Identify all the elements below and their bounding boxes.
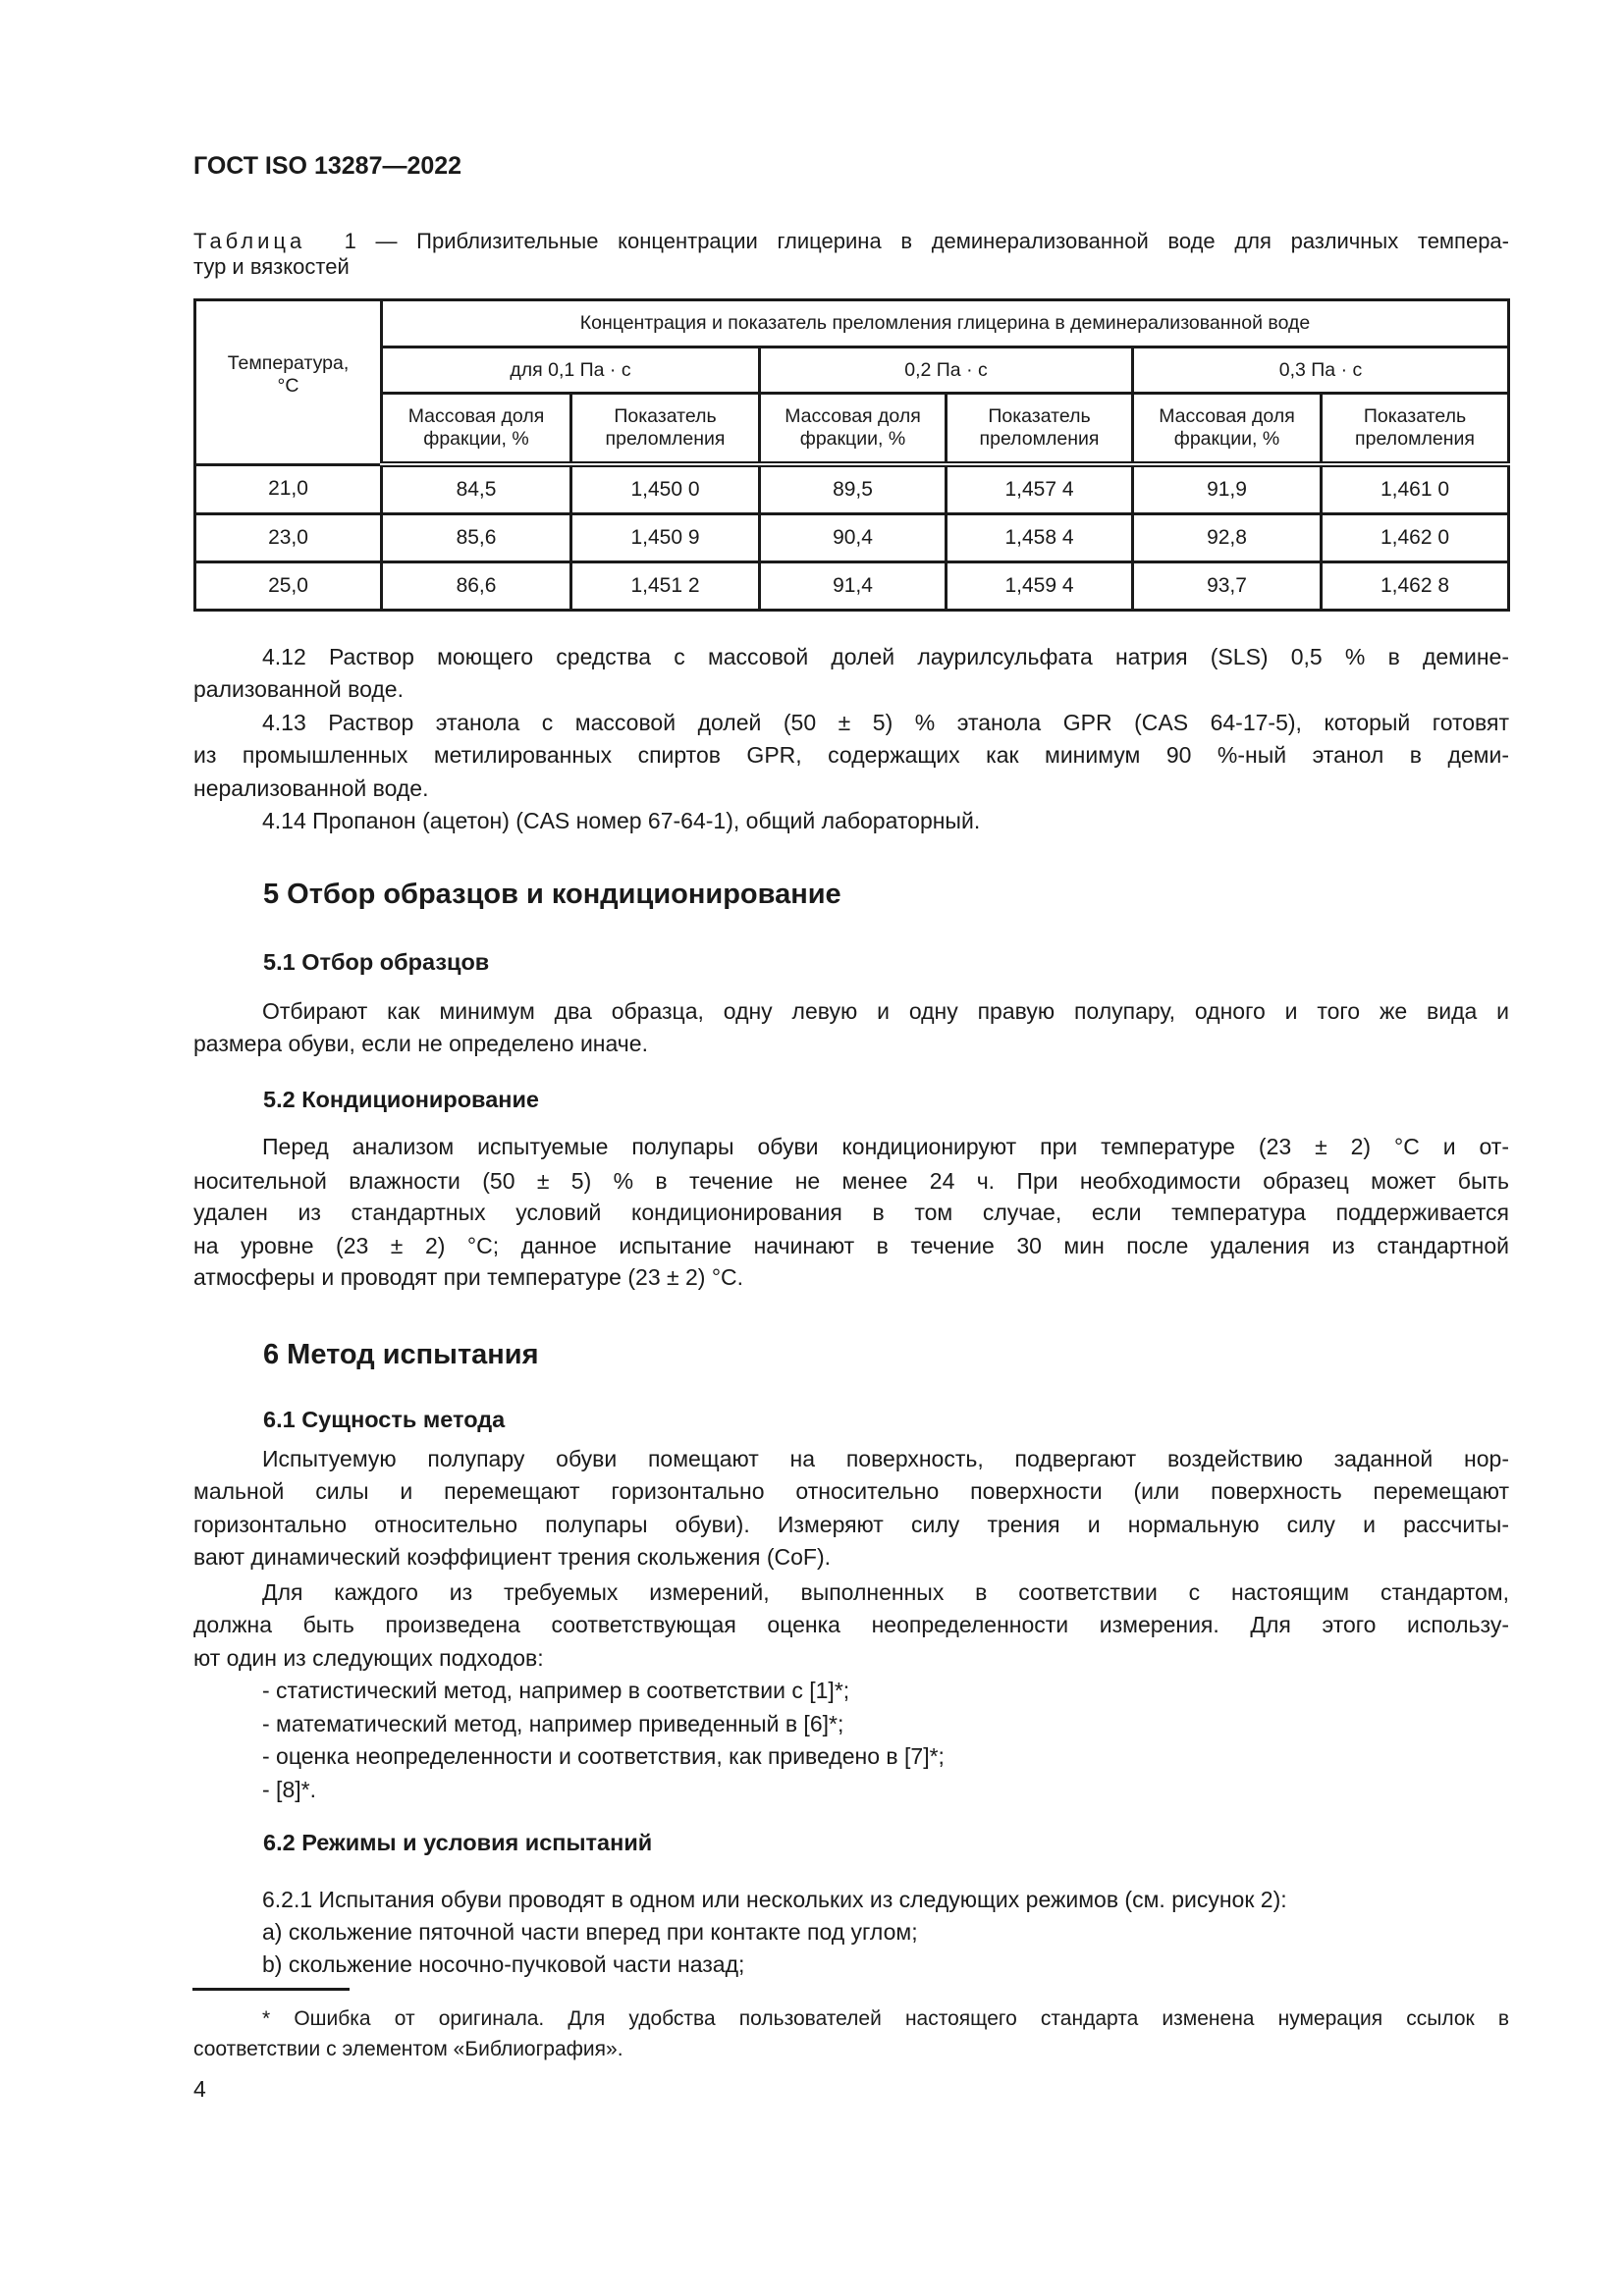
header-group: Концентрация и показатель преломления глицерина в деминерализованной воде — [382, 300, 1509, 347]
header-temperature-label: Температура, — [227, 352, 350, 374]
section-5-2-title: 5.2 Кондиционирование — [263, 1087, 539, 1112]
header-refractive-index: Показатель преломления — [1322, 394, 1509, 465]
table-caption-line1 — [193, 228, 1509, 255]
section-6-2-1: 6.2.1 Испытания обуви проводят в одном или нескольких из следующих режимов (см. рисунок 2): — [262, 1887, 1287, 1912]
list-item: - математический метод, например приведенный в [6]*; — [262, 1711, 844, 1736]
header-temperature-unit: °C — [277, 375, 299, 397]
list-item: - статистический метод, например в соответствии с [1]*; — [262, 1678, 850, 1703]
table-caption-label: Таблица — [193, 229, 306, 253]
list-item: - [8]*. — [262, 1777, 316, 1802]
section-6-1-p2-line1: Для каждого из требуемых измерений, выполненных в соответствии с настоящим стандартом, — [262, 1579, 1509, 1605]
cell: 91,9 — [1133, 464, 1322, 514]
cell: 1,457 4 — [947, 464, 1133, 514]
cell: 1,451 2 — [571, 562, 760, 611]
table-row — [195, 514, 1509, 562]
header-viscosity-03: 0,3 Па · с — [1133, 347, 1509, 394]
cell-temperature: 25,0 — [195, 562, 382, 611]
header-viscosity-02: 0,2 Па · с — [760, 347, 1133, 394]
section-5-1-title: 5.1 Отбор образцов — [263, 949, 490, 975]
section-5-2-text-line1: Перед анализом испытуемые полупары обуви кондиционируют при температуре (23 ± 2) °C и от- — [262, 1134, 1509, 1159]
cell: 93,7 — [1133, 562, 1322, 611]
cell: 92,8 — [1133, 514, 1322, 562]
table-caption-text: 1 — Приблизительные концентрации глицерина в деминерализованной воде для различных темпера- — [344, 229, 1509, 253]
page-number: 4 — [193, 2076, 206, 2102]
header-mass-fraction: Массовая доля фракции, % — [760, 394, 947, 465]
header-refractive-index: Показатель преломления — [571, 394, 760, 465]
section-6-2-1-item-a: a) скольжение пяточной части вперед при контакте под углом; — [262, 1919, 918, 1945]
header-mass-fraction: Массовая доля фракции, % — [1133, 394, 1322, 465]
clause-4-14: 4.14 Пропанон (ацетон) (CAS номер 67-64-1), общий лабораторный. — [262, 808, 981, 833]
cell: 1,450 0 — [571, 464, 760, 514]
table-row — [195, 562, 1509, 611]
header-temperature — [195, 300, 382, 465]
list-item: - оценка неопределенности и соответствия, как приведено в [7]*; — [262, 1743, 945, 1769]
header-refractive-index: Показатель преломления — [947, 394, 1133, 465]
section-5-2-text-line2: носительной влажности (50 ± 5) % в течение не менее 24 ч. При необходимости образец может быть — [193, 1168, 1509, 1194]
footnote-line2: соответствии с элементом «Библиография». — [193, 2038, 623, 2060]
glycerin-table — [193, 298, 1510, 612]
section-6-1-p1-line2: мальной силы и перемещают горизонтально относительно поверхности (или поверхность перемещают — [193, 1478, 1509, 1504]
section-6-1-p1-line1: Испытуемую полупару обуви помещают на поверхность, подвергают воздействию заданной нор- — [262, 1446, 1509, 1471]
section-5-1-text-line1: Отбирают как минимум два образца, одну левую и одну правую полупару, одного и того же вида и — [262, 998, 1509, 1024]
section-5-2-text-line5: атмосферы и проводят при температуре (23 ± 2) °C. — [193, 1264, 744, 1290]
section-6-1-p2-line3: ют один из следующих подходов: — [193, 1645, 544, 1671]
section-6-title: 6 Метод испытания — [263, 1339, 539, 1370]
footnote-line1: * Ошибка от оригинала. Для удобства пользователей настоящего стандарта изменена нумерация ссылок в — [262, 2007, 1509, 2030]
table-caption-line2: тур и вязкостей — [193, 254, 350, 279]
cell: 84,5 — [382, 464, 571, 514]
header-mass-fraction: Массовая доля фракции, % — [382, 394, 571, 465]
cell: 1,459 4 — [947, 562, 1133, 611]
clause-4-12-line1: 4.12 Раствор моющего средства с массовой долей лаурилсульфата натрия (SLS) 0,5 % в демине- — [262, 644, 1509, 669]
section-6-1-p1-line4: вают динамический коэффициент трения скольжения (CoF). — [193, 1544, 831, 1570]
doc-header-code: ГОСТ ISO 13287—2022 — [193, 152, 462, 180]
cell: 1,462 0 — [1322, 514, 1509, 562]
section-6-1-p2-line2: должна быть произведена соответствующая оценка неопределенности измерения. Для этого использу- — [193, 1612, 1509, 1637]
section-5-2-text-line4: на уровне (23 ± 2) °C; данное испытание начинают в течение 30 мин после удаления из стандартной — [193, 1233, 1509, 1258]
section-6-2-1-item-b: b) скольжение носочно-пучковой части назад; — [262, 1951, 745, 1977]
cell: 85,6 — [382, 514, 571, 562]
cell-temperature: 21,0 — [195, 464, 382, 514]
cell: 89,5 — [760, 464, 947, 514]
section-6-1-title: 6.1 Сущность метода — [263, 1407, 506, 1432]
section-5-title: 5 Отбор образцов и кондиционирование — [263, 879, 841, 910]
cell: 1,462 8 — [1322, 562, 1509, 611]
cell: 91,4 — [760, 562, 947, 611]
clause-4-13-line1: 4.13 Раствор этанола с массовой долей (50 ± 5) % этанола GPR (CAS 64-17-5), который готовят — [262, 710, 1509, 735]
cell: 1,450 9 — [571, 514, 760, 562]
footnote-divider — [192, 1988, 350, 1991]
section-6-1-p1-line3: горизонтально относительно полупары обуви). Измеряют силу трения и нормальную силу и рассчиты- — [193, 1512, 1509, 1537]
section-5-1-text-line2: размера обуви, если не определено иначе. — [193, 1031, 648, 1056]
cell: 90,4 — [760, 514, 947, 562]
clause-4-13-line3: нерализованной воде. — [193, 775, 429, 801]
table-row — [195, 464, 1509, 514]
cell: 1,458 4 — [947, 514, 1133, 562]
cell-temperature: 23,0 — [195, 514, 382, 562]
clause-4-13-line2: из промышленных метилированных спиртов GPR, содержащих как минимум 90 %-ный этанол в деми- — [193, 742, 1509, 768]
cell: 86,6 — [382, 562, 571, 611]
cell: 1,461 0 — [1322, 464, 1509, 514]
section-6-2-title: 6.2 Режимы и условия испытаний — [263, 1830, 653, 1855]
clause-4-12-line2: рализованной воде. — [193, 676, 404, 702]
section-5-2-text-line3: удален из стандартных условий кондиционирования в том случае, если температура поддерживается — [193, 1200, 1509, 1225]
header-viscosity-01: для 0,1 Па · с — [382, 347, 760, 394]
